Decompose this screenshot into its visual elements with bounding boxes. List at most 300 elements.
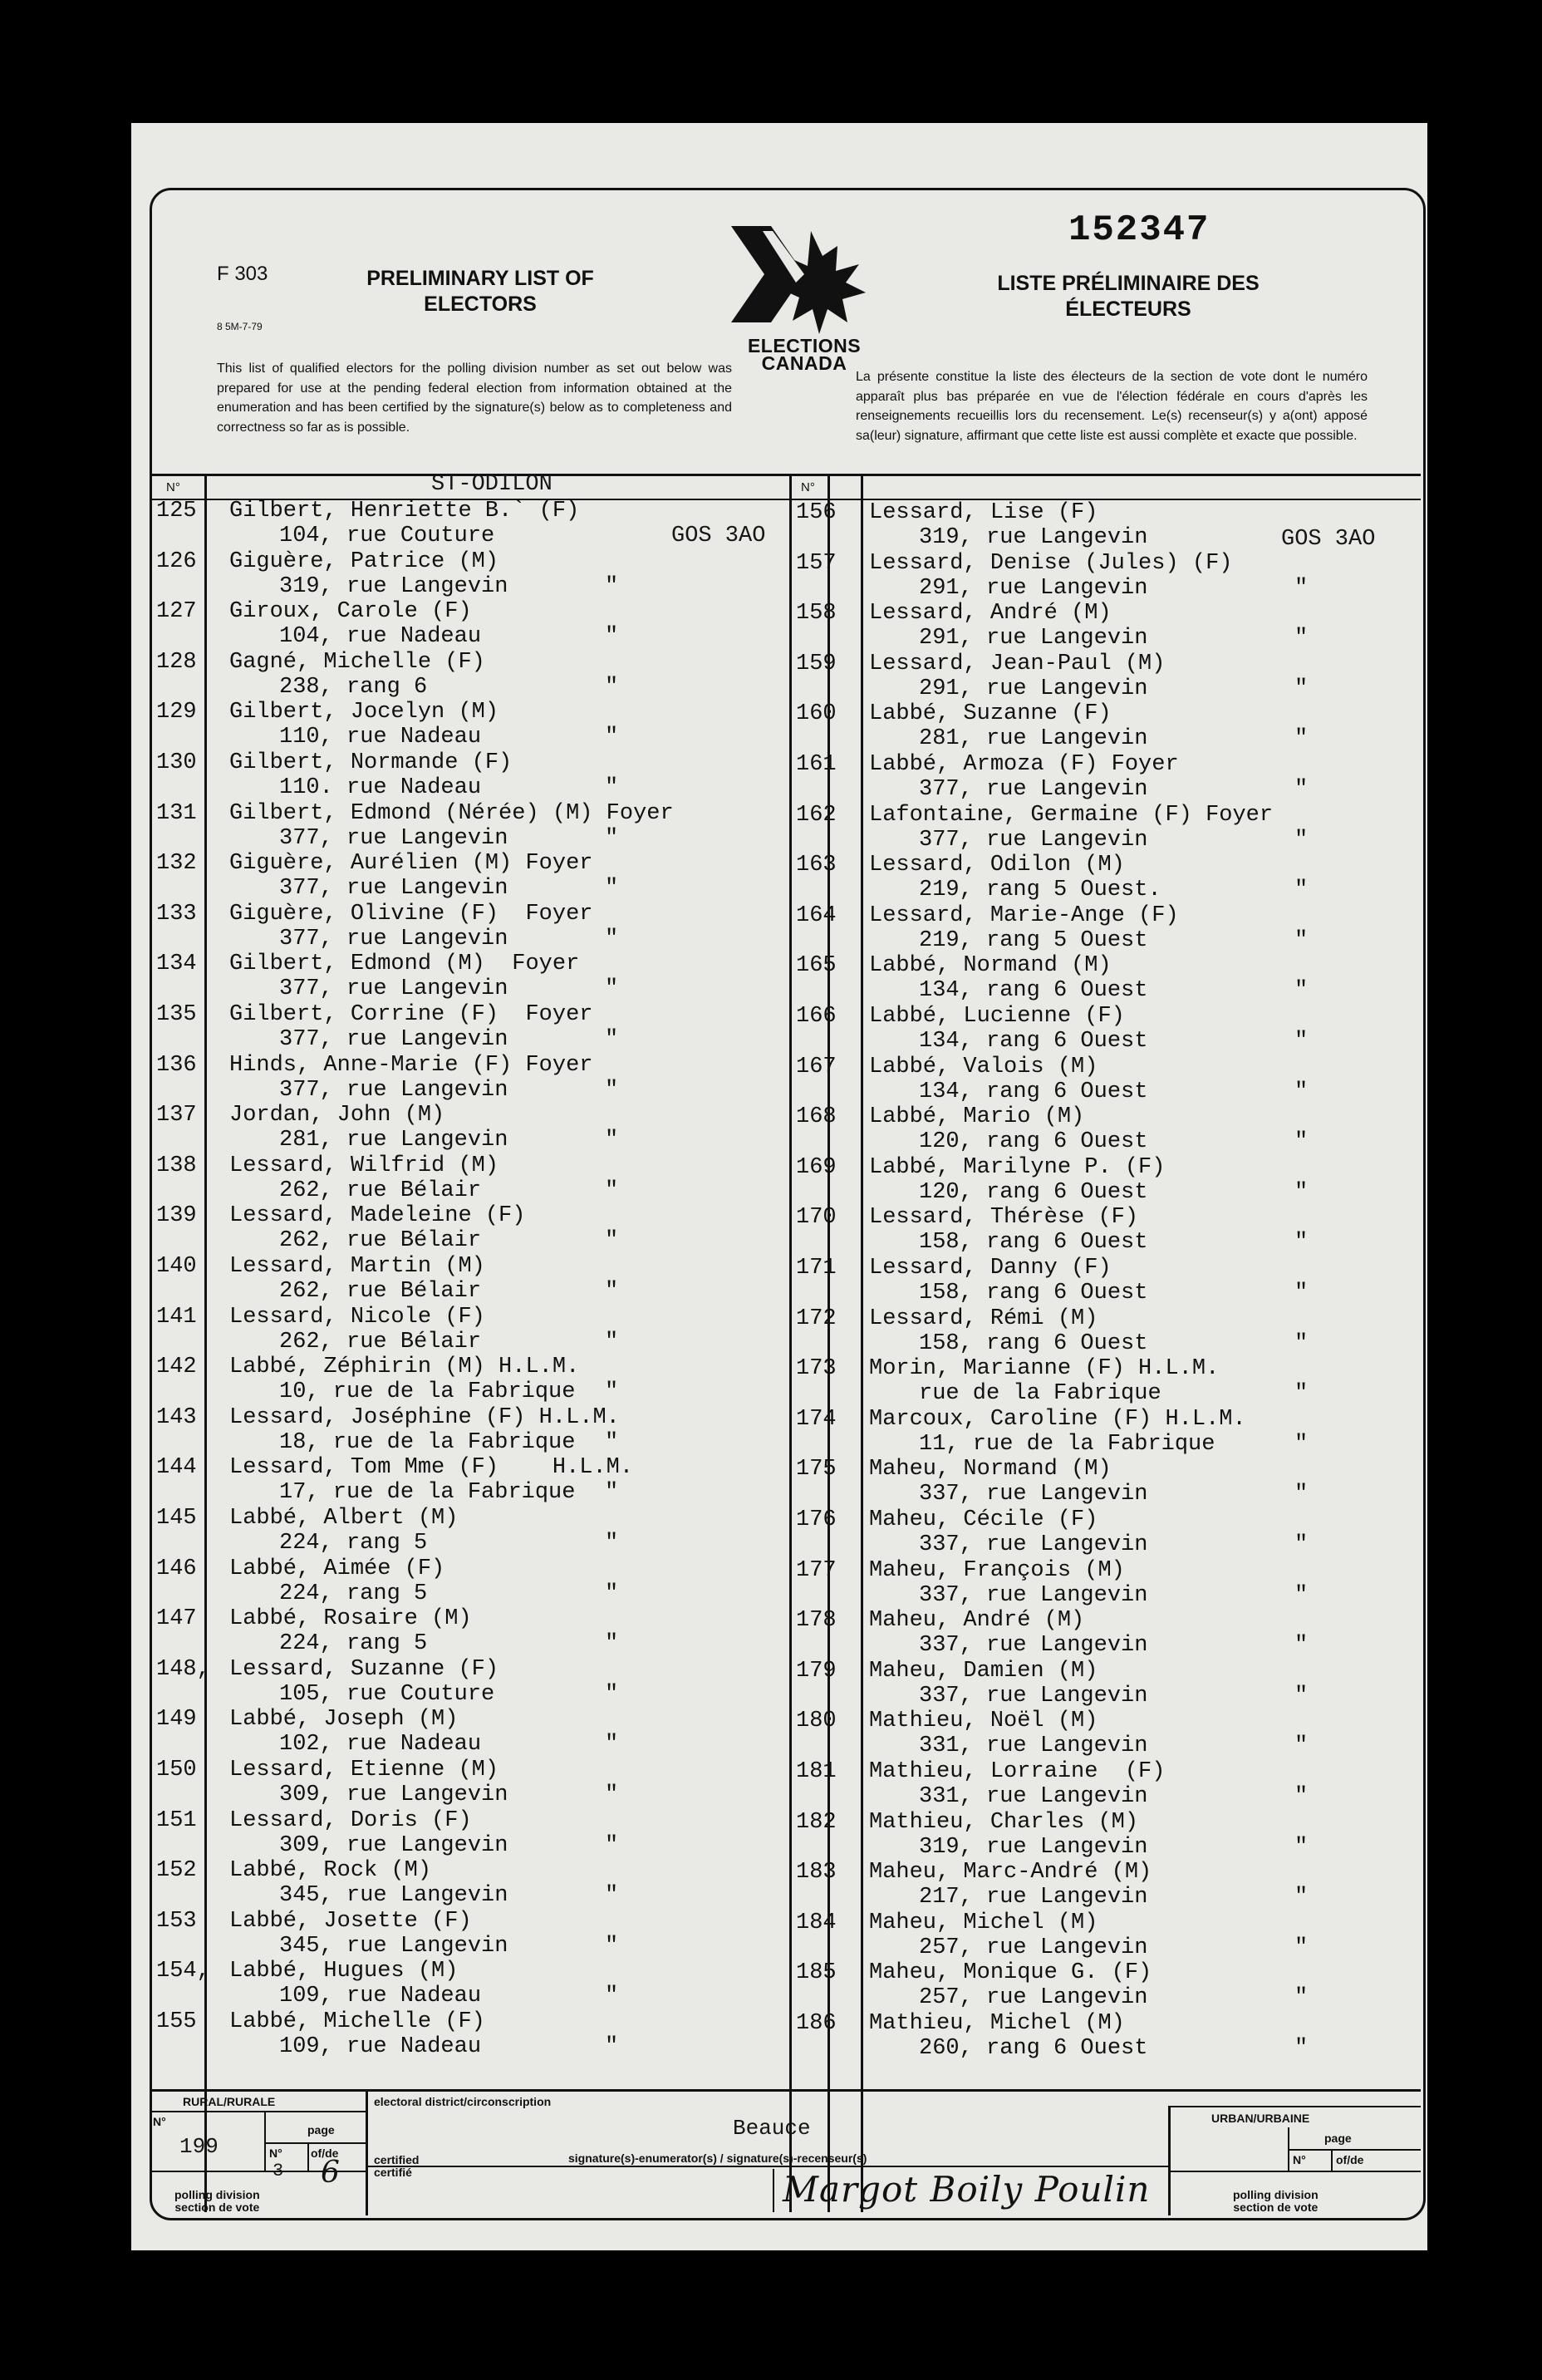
elector-name: Gagné, Michelle (F) [229, 649, 485, 675]
ditto-mark: " [1294, 1683, 1309, 1709]
elector-address: 120, rang 6 Ouest [919, 1129, 1148, 1155]
elector-number: 129 [156, 700, 197, 725]
elector-address: 319, rue Langevin [279, 573, 508, 599]
elector-entry [796, 903, 1411, 953]
elector-entry [156, 2009, 771, 2059]
elector-address: 158, rang 6 Ouest [919, 1230, 1148, 1256]
ditto-mark: " [605, 1379, 619, 1405]
elector-address: 17, rue de la Fabrique [279, 1480, 576, 1506]
elector-address: 224, rang 5 [279, 1531, 428, 1556]
elector-address: 110. rue Nadeau [279, 775, 482, 800]
elector-entry [796, 1306, 1411, 1356]
elector-name: Hinds, Anne-Marie (F) Foyer [229, 1052, 593, 1078]
ditto-mark: " [605, 1783, 619, 1807]
elector-number: 127 [156, 599, 197, 625]
ditto-mark: " [1294, 626, 1309, 652]
elector-address: 257, rue Langevin [919, 1935, 1148, 1960]
elector-name: Lessard, Marie-Ange (F) [869, 902, 1179, 928]
elector-name: Labbé, Rock (M) [229, 1858, 432, 1884]
elector-name: Labbé, Michelle (F) [229, 2009, 485, 2034]
elector-entry [156, 1758, 771, 1807]
elector-entry [156, 902, 771, 952]
ditto-mark: " [605, 1883, 619, 1909]
elector-number: 180 [796, 1709, 837, 1734]
elector-address: 291, rue Langevin [919, 575, 1148, 601]
elector-entry [156, 599, 771, 649]
elector-number: 139 [156, 1203, 197, 1229]
elector-address: 309, rue Langevin [279, 1832, 508, 1858]
elector-name: Labbé, Marilyne P. (F) [869, 1154, 1166, 1180]
elector-entry [156, 1103, 771, 1153]
elector-number: 185 [796, 1960, 837, 1986]
rural-of-rule [307, 2142, 309, 2171]
elector-address: 319, rue Langevin [919, 525, 1148, 550]
ditto-mark: " [605, 1933, 619, 1959]
elector-entry [156, 1455, 771, 1505]
urban-page-rule [1288, 2149, 1421, 2151]
ditto-mark: " [1294, 1330, 1309, 1356]
elector-number: 186 [796, 2011, 837, 2036]
elector-address: 377, rue Langevin [279, 825, 508, 851]
elector-name: Labbé, Lucienne (F) [869, 1004, 1125, 1029]
elector-name: Lessard, Joséphine (F) H.L.M. [229, 1404, 620, 1430]
ditto-mark: " [605, 674, 619, 700]
elector-name: Mathieu, Charles (M) [869, 1809, 1139, 1835]
elector-address: 134, rang 6 Ouest [919, 1029, 1148, 1054]
elector-entry [156, 1909, 771, 1959]
elector-entry [796, 1356, 1411, 1406]
elector-entry [796, 1558, 1411, 1608]
ditto-mark: " [1294, 1784, 1309, 1809]
col-label-right: N° [801, 480, 815, 494]
elector-number: 183 [796, 1860, 837, 1886]
elector-name: Lessard, Thérèse (F) [869, 1205, 1139, 1231]
elector-number: 146 [156, 1556, 197, 1581]
elector-number: 179 [796, 1658, 837, 1684]
ditto-mark: " [1294, 1935, 1309, 1960]
certified-rule [366, 2166, 1168, 2167]
ditto-mark: " [1294, 927, 1309, 953]
footer-rule-urban [1168, 2106, 1171, 2215]
elector-number: 160 [796, 701, 837, 727]
elector-address: 262, rue Bélair [279, 1228, 482, 1254]
elector-name: Lessard, Nicole (F) [229, 1304, 485, 1330]
rural-label: RURAL/RURALE [183, 2095, 276, 2108]
elector-entry [156, 851, 771, 901]
ditto-mark: " [605, 1681, 619, 1707]
page-no-label: N° [269, 2146, 282, 2160]
urban-page-label: page [1324, 2132, 1352, 2145]
elector-entry [796, 853, 1411, 902]
ditto-mark: " [1294, 978, 1309, 1004]
rural-no-label: N° [153, 2115, 166, 2128]
elector-name: Maheu, Michel (M) [869, 1910, 1098, 1935]
elector-entry [156, 750, 771, 800]
elector-entry [156, 1254, 771, 1304]
ditto-mark: " [605, 1631, 619, 1657]
elector-entry [796, 1104, 1411, 1154]
elector-entry [156, 1153, 771, 1203]
elector-entry [156, 1858, 771, 1908]
urban-of-label: of/de [1336, 2153, 1364, 2166]
page-number: 3 [273, 2161, 284, 2181]
elector-name: Lessard, Denise (Jules) (F) [869, 550, 1233, 576]
elector-name: Lessard, Odilon (M) [869, 853, 1125, 878]
elector-name: Labbé, Josette (F) [229, 1908, 472, 1934]
elector-entry [156, 801, 771, 851]
elector-name: Labbé, Rosaire (M) [229, 1606, 472, 1632]
ditto-mark: " [1294, 878, 1309, 903]
elector-address: 377, rue Langevin [919, 827, 1148, 853]
ditto-mark: " [1294, 2036, 1309, 2061]
elector-name: Labbé, Normand (M) [869, 953, 1112, 979]
ditto-mark: " [605, 1279, 619, 1304]
ditto-mark: " [1294, 1381, 1309, 1407]
elector-entry [796, 601, 1411, 651]
elector-number: 184 [796, 1910, 837, 1935]
elector-number: 151 [156, 1807, 197, 1833]
ditto-mark: " [1294, 1985, 1309, 2011]
ditto-mark: " [1294, 1431, 1309, 1457]
elector-address: 345, rue Langevin [279, 1933, 508, 1959]
elector-name: Lessard, Lise (F) [869, 500, 1098, 525]
ditto-mark: " [605, 1984, 619, 2009]
rural-rule [150, 2111, 366, 2112]
elector-address: 105, rue Couture [279, 1681, 495, 1707]
elector-address: 260, rang 6 Ouest [919, 2036, 1148, 2061]
elector-address: 337, rue Langevin [919, 1582, 1148, 1608]
urban-no-label: N° [1293, 2153, 1306, 2166]
elector-address: 262, rue Bélair [279, 1329, 482, 1355]
elector-entry [156, 549, 771, 599]
ditto-mark: " [605, 1732, 619, 1758]
elector-number: 126 [156, 548, 197, 574]
title-fr: LISTE PRÉLIMINAIRE DES ÉLECTEURS [997, 272, 1260, 321]
ditto-mark: " [1294, 1532, 1309, 1557]
elector-entry [156, 700, 771, 750]
elector-entry [796, 1759, 1411, 1809]
title-en: PRELIMINARY LIST OF ELECTORS [366, 267, 594, 316]
elector-entry [156, 1959, 771, 2009]
ditto-mark: " [605, 1077, 619, 1103]
rural-page-label: page [307, 2123, 335, 2137]
elector-entry [796, 551, 1411, 601]
elector-name: Lessard, Wilfrid (M) [229, 1153, 499, 1178]
elector-address: 337, rue Langevin [919, 1532, 1148, 1557]
elector-address: 257, rue Langevin [919, 1985, 1148, 2011]
elector-number: 131 [156, 800, 197, 826]
elector-number: 138 [156, 1153, 197, 1178]
elector-entry [156, 1305, 771, 1355]
elector-entry [156, 1355, 771, 1404]
elector-address: 120, rang 6 Ouest [919, 1179, 1148, 1205]
enumerator-signature: Margot Boily Poulin [783, 2169, 1151, 2210]
elector-number: 173 [796, 1356, 837, 1382]
elector-address: 109, rue Nadeau [279, 2034, 482, 2059]
ditto-mark: " [605, 1027, 619, 1052]
maple-x-icon [713, 216, 896, 341]
elector-number: 170 [796, 1205, 837, 1231]
district-label: electoral district/circonscription [374, 2095, 552, 2108]
elector-number: 171 [796, 1256, 837, 1281]
elector-entry [796, 1709, 1411, 1758]
ditto-mark: " [1294, 726, 1309, 752]
col-label-left: N° [166, 480, 180, 494]
ditto-mark: " [605, 976, 619, 1002]
elector-entry [156, 1002, 771, 1052]
ditto-mark: " [605, 1480, 619, 1506]
elector-entry [156, 1707, 771, 1757]
elector-entry [156, 1506, 771, 1556]
document-sheet [131, 123, 1427, 2250]
elector-name: Gilbert, Normande (F) [229, 750, 513, 775]
urban-polling-label: polling division section de vote [1233, 2188, 1319, 2214]
elector-entry [796, 953, 1411, 1003]
elector-name: Lessard, Jean-Paul (M) [869, 651, 1166, 676]
urban-label: URBAN/URBAINE [1211, 2112, 1310, 2125]
ditto-mark: " [1294, 777, 1309, 802]
elector-address: 262, rue Bélair [279, 1178, 482, 1203]
ditto-mark: " [1294, 1482, 1309, 1507]
elector-name: Labbé, Armoza (F) Foyer [869, 752, 1179, 777]
elector-address: 377, rue Langevin [279, 926, 508, 952]
elector-name: Lessard, Tom Mme (F) H.L.M. [229, 1455, 634, 1481]
elector-name: Gilbert, Corrine (F) Foyer [229, 1002, 593, 1027]
elector-address: 281, rue Langevin [279, 1128, 508, 1153]
ditto-mark: " [1294, 1179, 1309, 1205]
elections-canada-logo: ELECTIONS CANADA [713, 216, 896, 382]
ditto-mark: " [605, 1832, 619, 1858]
elector-number: 130 [156, 750, 197, 775]
elector-number: 165 [796, 953, 837, 979]
elector-name: Maheu, Damien (M) [869, 1658, 1098, 1684]
intro-en: This list of qualified electors for the polling division number as set out below was prepared for use at the pending federal election from information obtained at the enumeration and has been certified by the signature(s) below as to completeness and correctness so far as is possible. [217, 361, 732, 435]
elector-number: 174 [796, 1406, 837, 1432]
elector-address: 158, rang 6 Ouest [919, 1281, 1148, 1306]
ditto-mark: " [1294, 827, 1309, 853]
elector-name: Labbé, Mario (M) [869, 1104, 1085, 1130]
elector-name: Mathieu, Noël (M) [869, 1709, 1098, 1734]
elector-entry [796, 1910, 1411, 1960]
elector-name: Maheu, André (M) [869, 1608, 1085, 1634]
elector-name: Maheu, Cécile (F) [869, 1507, 1098, 1532]
elector-number: 150 [156, 1758, 197, 1783]
elector-name: Giroux, Carole (F) [229, 599, 472, 625]
ditto-mark: " [605, 2034, 619, 2059]
elector-number: 176 [796, 1507, 837, 1532]
elector-entry [796, 1659, 1411, 1709]
urban-top-rule [1168, 2106, 1421, 2107]
elector-address: 262, rue Bélair [279, 1279, 482, 1304]
ditto-mark: " [605, 876, 619, 902]
elector-address: 219, rang 5 Ouest [919, 927, 1148, 953]
footer-top-rule [150, 2089, 1421, 2092]
elector-number: 152 [156, 1858, 197, 1884]
elector-number: 136 [156, 1052, 197, 1078]
elector-number: 168 [796, 1104, 837, 1130]
elector-name: Lessard, Martin (M) [229, 1254, 485, 1279]
elector-address: 377, rue Langevin [279, 976, 508, 1002]
elector-name: Giguère, Olivine (F) Foyer [229, 901, 593, 927]
elector-number: 156 [796, 500, 837, 525]
elector-number: 182 [796, 1809, 837, 1835]
elector-number: 140 [156, 1254, 197, 1279]
elector-entry [796, 1205, 1411, 1255]
ditto-mark: " [605, 1329, 619, 1355]
ditto-mark: " [1294, 575, 1309, 601]
elector-entry [796, 1507, 1411, 1557]
elector-number: 159 [796, 651, 837, 676]
elector-number: 169 [796, 1154, 837, 1180]
elector-number: 163 [796, 853, 837, 878]
elector-entry [156, 1556, 771, 1606]
rural-polling-label: polling division section de vote [174, 2188, 260, 2214]
urban-bottom-rule [1168, 2171, 1421, 2172]
elector-entry [796, 701, 1411, 751]
form-code: F 303 [217, 263, 268, 285]
elector-entry [156, 952, 771, 1001]
elector-number: 137 [156, 1103, 197, 1129]
ditto-mark: " [1294, 1029, 1309, 1054]
elector-entry [796, 1860, 1411, 1910]
ditto-mark: " [1294, 1733, 1309, 1759]
elector-name: Marcoux, Caroline (F) H.L.M. [869, 1406, 1246, 1432]
elector-name: Lessard, Doris (F) [229, 1807, 472, 1833]
ditto-mark: " [1294, 1633, 1309, 1659]
serial-number: 152347 [1068, 209, 1211, 251]
elector-entry [796, 1608, 1411, 1658]
elector-number: 167 [796, 1054, 837, 1079]
elector-address: 110, rue Nadeau [279, 725, 482, 750]
elector-number: 164 [796, 902, 837, 928]
elector-number: 132 [156, 851, 197, 877]
elector-address: 109, rue Nadeau [279, 1984, 482, 2009]
elector-entry [156, 1808, 771, 1858]
elector-address: 377, rue Langevin [279, 876, 508, 902]
elector-number: 144 [156, 1455, 197, 1481]
locality: ST-ODILON [431, 472, 552, 497]
elector-number: 134 [156, 952, 197, 977]
elector-address: 18, rue de la Fabrique [279, 1429, 576, 1455]
elector-number: 162 [796, 802, 837, 828]
elector-address: 158, rang 6 Ouest [919, 1330, 1148, 1356]
elector-number: 158 [796, 601, 837, 627]
elector-name: Gilbert, Jocelyn (M) [229, 700, 499, 725]
elector-number: 147 [156, 1606, 197, 1632]
ditto-mark: " [605, 775, 619, 800]
elector-number: 161 [796, 752, 837, 777]
elector-address: rue de la Fabrique [919, 1381, 1161, 1407]
elector-address: 319, rue Langevin [919, 1834, 1148, 1860]
elector-address: 219, rang 5 Ouest. [919, 878, 1161, 903]
elector-entry [796, 652, 1411, 701]
elector-entry [796, 2011, 1411, 2061]
ditto-mark: " [1294, 1582, 1309, 1608]
elector-number: 153 [156, 1908, 197, 1934]
ditto-mark: " [1294, 1281, 1309, 1306]
elector-address: 224, rang 5 [279, 1631, 428, 1657]
elector-name: Maheu, Monique G. (F) [869, 1960, 1152, 1986]
elector-number: 125 [156, 499, 197, 524]
elector-address: 104, rue Couture [279, 524, 495, 548]
signature-start-mark [773, 2169, 774, 2212]
elector-address: 134, rang 6 Ouest [919, 1079, 1148, 1104]
center-rule-a [789, 474, 792, 2212]
elector-name: Mathieu, Michel (M) [869, 2011, 1125, 2036]
ditto-mark: " [605, 624, 619, 650]
elector-address: 238, rang 6 [279, 674, 428, 700]
elector-name: Lessard, Madeleine (F) [229, 1203, 526, 1229]
elector-entry [796, 752, 1411, 802]
elector-number: 181 [796, 1759, 837, 1784]
table-top-rule [150, 474, 1421, 476]
ditto-mark: " [1294, 1079, 1309, 1104]
elector-address: 104, rue Nadeau [279, 624, 482, 650]
elector-address: 291, rue Langevin [919, 626, 1148, 652]
elector-address: 377, rue Langevin [279, 1077, 508, 1103]
elector-name: Labbé, Aimée (F) [229, 1556, 445, 1581]
ditto-mark: " [605, 1581, 619, 1606]
elector-address: 331, rue Langevin [919, 1784, 1148, 1809]
elector-address: 309, rue Langevin [279, 1783, 508, 1807]
elector-address: 377, rue Langevin [279, 1027, 508, 1052]
elector-address: 377, rue Langevin [919, 777, 1148, 802]
certified-label: certified certifié [374, 2153, 420, 2179]
rural-page-rule [264, 2142, 366, 2144]
elector-number: 175 [796, 1457, 837, 1483]
elector-address: 337, rue Langevin [919, 1482, 1148, 1507]
elector-number: 154, [156, 1959, 210, 1984]
print-code: 8 5M-7-79 [217, 321, 263, 332]
ditto-mark: " [605, 573, 619, 599]
elector-name: Labbé, Albert (M) [229, 1506, 459, 1531]
elector-address: 337, rue Langevin [919, 1683, 1148, 1709]
elector-entry [796, 1155, 1411, 1205]
elector-address: 11, rue de la Fabrique [919, 1431, 1215, 1457]
elector-name: Giguère, Aurélien (M) Foyer [229, 851, 593, 877]
elector-name: Lessard, Danny (F) [869, 1256, 1112, 1281]
elector-number: 128 [156, 649, 197, 675]
ditto-mark: " [605, 825, 619, 851]
elector-number: 178 [796, 1608, 837, 1634]
elector-name: Lessard, Etienne (M) [229, 1758, 499, 1783]
page-of-label: of/de [311, 2146, 339, 2160]
elector-number: 155 [156, 2009, 197, 2034]
elector-name: Maheu, Normand (M) [869, 1457, 1112, 1483]
elector-address: 337, rue Langevin [919, 1633, 1148, 1659]
elector-entry [156, 1203, 771, 1253]
elector-number: 142 [156, 1355, 197, 1380]
elector-name: Lessard, Rémi (M) [869, 1306, 1098, 1331]
ditto-mark: " [1294, 1834, 1309, 1860]
elector-address: 10, rue de la Fabrique [279, 1379, 576, 1405]
elector-number: 172 [796, 1306, 837, 1331]
elector-number: 143 [156, 1404, 197, 1430]
elector-entry [796, 1004, 1411, 1054]
signature-label: signature(s)-enumerator(s) / signature(s)-recenseur(s) [568, 2151, 867, 2165]
intro-fr: La présente constitue la liste des électeurs de la section de vote dont le numéro apparaît plus bas préparée en vue de l'élection fédérale en cours d'après les renseignements recueillis lors du recensement. Le(s) recenseur(s) y a(ont) apposé sa(leur) signature, affirmant que cette liste est aussi complète et exacte que possible. [856, 370, 1368, 443]
elector-name: Maheu, François (M) [869, 1557, 1125, 1583]
elector-entry [796, 1407, 1411, 1457]
elector-entry [796, 1960, 1411, 2010]
elector-name: Morin, Marianne (F) H.L.M. [869, 1356, 1220, 1382]
elector-address: 331, rue Langevin [919, 1733, 1148, 1759]
page-of-number: 6 [321, 2156, 340, 2190]
ditto-mark: " [605, 725, 619, 750]
elector-address: 224, rang 5 [279, 1581, 428, 1606]
elector-number: 133 [156, 901, 197, 927]
elector-entry [796, 803, 1411, 853]
